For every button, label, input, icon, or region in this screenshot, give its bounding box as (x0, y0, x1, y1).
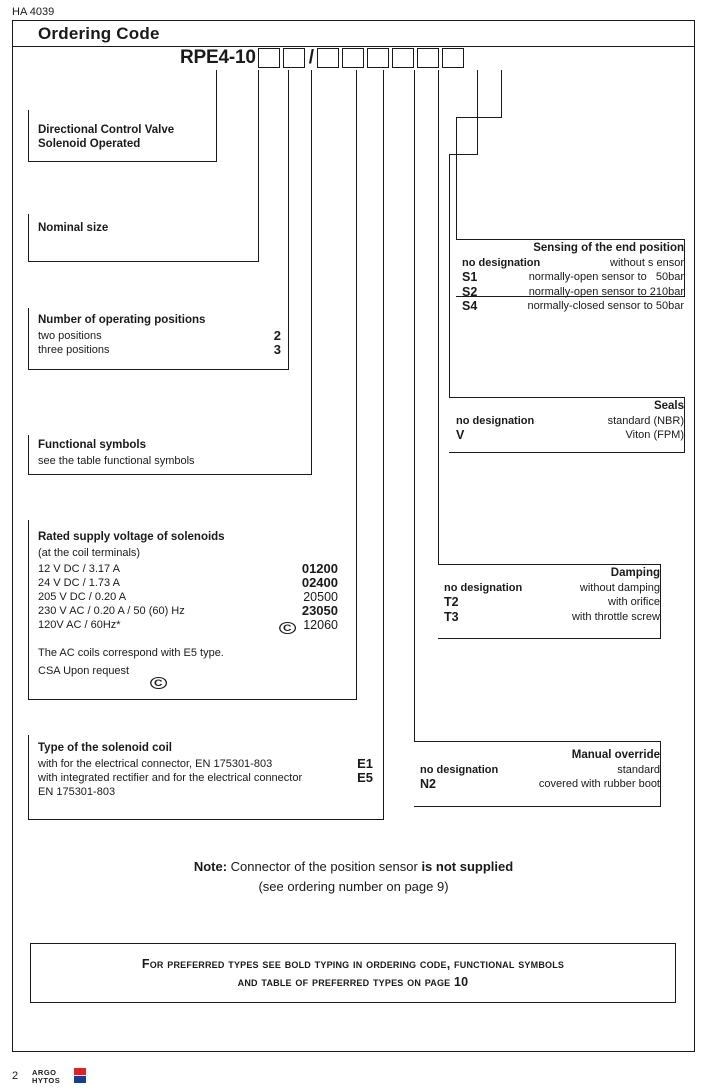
leader-line (449, 452, 685, 453)
callout-positions-title: Number of operating positions (38, 314, 206, 326)
leader-line (684, 239, 685, 297)
ordering-code-row (180, 48, 467, 68)
leader-line (28, 699, 357, 700)
callout-valve (38, 123, 174, 151)
leader-line (28, 735, 29, 820)
manual-override-code: no designation (420, 763, 499, 776)
coil-type-row (38, 771, 373, 785)
note-line2: (see ordering number on page 9) (258, 879, 449, 894)
leader-line (438, 564, 661, 565)
damping-code: no designation (444, 581, 523, 594)
leader-line (438, 70, 439, 565)
leader-line (449, 397, 685, 398)
manual-override-label: standard (617, 763, 660, 776)
code-box-damping[interactable] (367, 48, 389, 68)
leader-line (501, 70, 502, 118)
callout-damping (444, 566, 660, 624)
sensing-label: without s ensor (610, 256, 684, 269)
leader-line (28, 435, 29, 475)
voltage-label: 12 V DC / 3.17 A (38, 563, 120, 575)
coil-type-code: E5 (357, 770, 373, 785)
leader-line (456, 117, 457, 240)
leader-line (477, 70, 478, 155)
damping-row (444, 581, 660, 596)
leader-line (383, 70, 384, 820)
callout-seals (456, 399, 684, 443)
note-emphasis: is not supplied (421, 859, 514, 874)
coil-type-row (38, 785, 373, 799)
csa-mark-icon: C (279, 622, 295, 634)
callout-functional-symbols (38, 438, 195, 468)
voltage-code: 12060 (303, 618, 338, 632)
positions-code: 2 (273, 328, 281, 343)
voltage-sub: (at the coil terminals) (38, 547, 141, 559)
damping-row (444, 595, 660, 610)
voltage-row (38, 562, 338, 576)
leader-line (216, 70, 217, 162)
sensing-code: S4 (462, 299, 478, 313)
sensing-row (462, 285, 684, 300)
seals-code: V (456, 428, 465, 442)
voltage-code: 01200 (301, 561, 338, 576)
note-line1 (0, 857, 707, 877)
callout-manual-override (420, 748, 660, 792)
leader-line (414, 741, 661, 742)
seals-title: Seals (653, 400, 684, 412)
voltage-note2: CSA Upon request (38, 665, 130, 677)
logo-square-blue-icon (74, 1076, 86, 1083)
manual-override-label: covered with rubber boot (538, 778, 660, 790)
voltage-code: 02400 (301, 575, 338, 590)
seals-row (456, 428, 684, 443)
preferred-types-box (30, 943, 676, 1003)
leader-line (449, 154, 478, 155)
leader-line (660, 741, 661, 807)
code-box-functional-symbols[interactable] (283, 48, 305, 68)
damping-code: T3 (444, 609, 459, 624)
sensing-code: no designation (462, 256, 541, 269)
ordering-code-slash: / (308, 47, 314, 68)
code-box-sensing[interactable] (417, 48, 439, 68)
preferred-types-line1: For preferred types see bold typing in ordering code, functional symbols (141, 957, 565, 971)
callout-positions (38, 313, 281, 357)
code-box-manual-override[interactable] (442, 48, 464, 68)
preferred-types-line2: and table of preferred types on page 10 (237, 975, 469, 989)
code-box-voltage[interactable] (317, 48, 339, 68)
leader-line (414, 806, 661, 807)
leader-line (28, 819, 384, 820)
positions-label: two positions (38, 330, 102, 342)
leader-line (28, 161, 217, 162)
leader-line (28, 369, 289, 370)
voltage-label: 230 V AC / 0.20 A / 50 (60) Hz (38, 605, 185, 617)
code-box-coil-type[interactable] (342, 48, 364, 68)
callout-voltage (38, 530, 338, 678)
damping-code: T2 (444, 595, 459, 609)
coil-type-title: Type of the solenoid coil (38, 742, 172, 754)
manual-override-title: Manual override (571, 749, 660, 761)
damping-title: Damping (610, 567, 660, 579)
code-box-positions[interactable] (258, 48, 280, 68)
functional-symbols-title: Functional symbols (38, 439, 146, 451)
sensing-row (462, 299, 684, 314)
damping-label: with orifice (608, 596, 660, 608)
voltage-note1: The AC coils correspond with E5 type. (38, 647, 224, 659)
leader-line (28, 214, 29, 262)
leader-line (660, 564, 661, 639)
coil-type-code: E1 (357, 756, 373, 771)
leader-line (258, 70, 259, 262)
page-number: 2 (12, 1070, 19, 1082)
leader-line (456, 117, 502, 118)
manual-override-code: N2 (420, 777, 436, 791)
damping-label: with throttle screw (571, 610, 660, 623)
sensing-code: S2 (462, 284, 478, 299)
sensing-title: Sensing of the end position (533, 242, 684, 254)
leader-line (28, 520, 29, 700)
callout-valve-line2: Solenoid Operated (38, 138, 141, 150)
leader-line (684, 397, 685, 453)
coil-type-label: with for the electrical connector, EN 175301-803 (38, 758, 273, 770)
positions-row (38, 343, 281, 357)
code-box-seals[interactable] (392, 48, 414, 68)
logo-line2: HYTOS (32, 1075, 61, 1085)
sensing-label: normally-open sensor to 210bar (528, 285, 684, 298)
manual-override-row (420, 777, 660, 792)
sensing-code: S1 (462, 270, 478, 284)
coil-type-label: with integrated rectifier and for the electrical connector (38, 772, 303, 784)
seals-row (456, 414, 684, 429)
manual-override-row (420, 763, 660, 778)
page-title: Ordering Code (38, 24, 160, 43)
callout-coil-type (38, 741, 373, 799)
sensing-row (462, 270, 684, 285)
coil-type-row (38, 757, 373, 771)
voltage-label: 24 V DC / 1.73 A (38, 577, 120, 589)
logo-square-red-icon (74, 1068, 86, 1075)
company-logo (32, 1068, 86, 1085)
seals-label: standard (NBR) (607, 414, 684, 427)
callout-nominal-size: Nominal size (38, 222, 109, 234)
positions-label: three positions (38, 344, 110, 356)
csa-mark-icon: C (150, 677, 166, 689)
voltage-code: 20500 (303, 590, 338, 604)
leader-line (311, 70, 312, 475)
ordering-code-prefix: RPE4-10 (180, 47, 256, 68)
note-block (0, 857, 707, 897)
leader-line (28, 110, 29, 162)
note-prefix: Note: (193, 859, 228, 874)
logo-text (32, 1069, 60, 1085)
sensing-label: normally-closed sensor to 50bar (527, 300, 684, 312)
leader-line (28, 308, 29, 370)
leader-line (28, 261, 259, 262)
sensing-label: normally-open sensor to 50bar (528, 271, 684, 283)
seals-code: no designation (456, 414, 535, 427)
positions-row (38, 329, 281, 343)
leader-line (438, 638, 661, 639)
leader-line (288, 70, 289, 370)
callout-sensing (462, 241, 684, 314)
voltage-row (38, 590, 338, 604)
coil-type-label: EN 175301-803 (38, 786, 116, 798)
seals-label: Viton (FPM) (625, 429, 684, 441)
logo-line1: ARGO (32, 1067, 57, 1077)
voltage-label: 120V AC / 60Hz* (38, 619, 121, 631)
voltage-code: 23050 (301, 603, 338, 618)
leader-line (28, 474, 312, 475)
preferred-types-text (142, 955, 564, 991)
callout-valve-line1: Directional Control Valve (38, 124, 175, 136)
leader-line (414, 70, 415, 742)
voltage-row (38, 604, 338, 618)
note-text: Connector of the position sensor (227, 859, 422, 874)
functional-symbols-sub: see the table functional symbols (38, 455, 195, 467)
voltage-title: Rated supply voltage of solenoids (38, 531, 225, 543)
leader-line (356, 70, 357, 700)
positions-code: 3 (273, 342, 281, 357)
damping-label: without damping (579, 581, 660, 594)
leader-line (456, 239, 684, 240)
voltage-row (38, 576, 338, 590)
damping-row (444, 610, 660, 625)
leader-line (449, 154, 450, 398)
voltage-label: 205 V DC / 0.20 A (38, 591, 127, 603)
document-code: HA 4039 (12, 6, 55, 18)
sensing-row (462, 256, 684, 271)
